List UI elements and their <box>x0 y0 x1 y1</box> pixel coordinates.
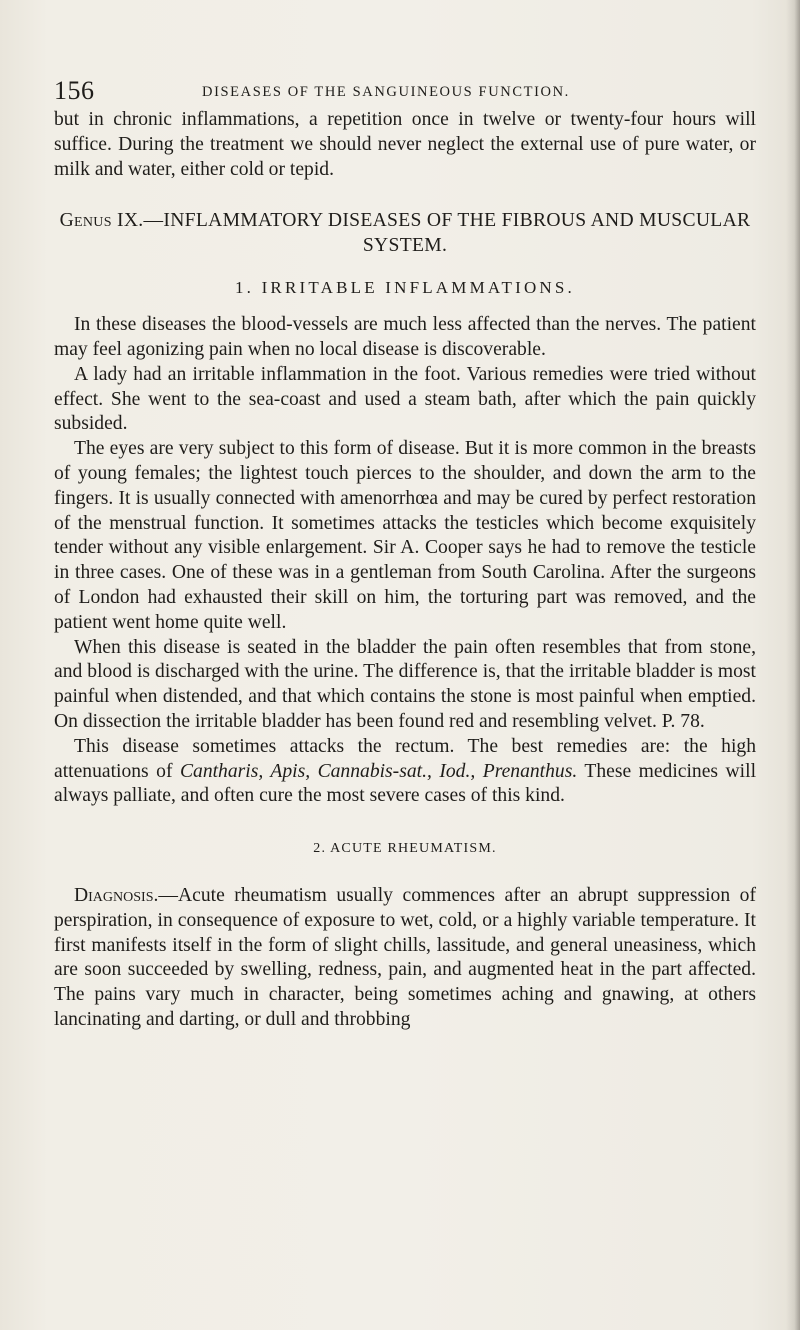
paragraph: When this disease is seated in the bladder the pain often resembles that from stone, and blood is discharged with the urine. The difference is, that the irritable bladder is most painful when distended, and that which contains the stone is most painful when emptied. On dissection the irritable bladder has been found red and resembling velvet. P. 78. <box>54 636 756 732</box>
genus-number: Genus IX. <box>59 210 144 232</box>
remedies-intro: This disease sometimes attacks the rectum. The best remedies are: the high attenuations of <box>54 735 756 782</box>
section-heading-acute-rheumatism: 2. ACUTE RHEUMATISM. <box>313 841 497 857</box>
remedies-outro: These medicines will always palliate, and often cure the most severe cases of this kind. <box>54 760 757 807</box>
genus-title: —INFLAMMATORY DISEASES OF THE FIBROUS AND MUSCULAR SYSTEM. <box>143 210 751 257</box>
page-body <box>54 108 756 1033</box>
genus-heading <box>54 208 756 258</box>
paragraph: In these diseases the blood-vessels are much less affected than the nerves. The patient may feel agonizing pain when no local disease is discoverable. <box>54 314 756 360</box>
remedies-paragraph <box>54 735 756 809</box>
diagnosis-text: —Acute rheumatism usually commences after an abrupt suppression of perspiration, in consequence of exposure to wet, cold, or a highly variable temperature. It first manifests itself in the form of slight chills, lassitude, and general uneasiness, which are soon succeeded by swelling, redness, pain, and augmented heat in the part affected. The pains vary much in character, being sometimes aching and gnawing, at others lancinating and darting, or dull and throbbing <box>54 884 756 1030</box>
diagnosis-label: Diagnosis. <box>74 884 159 906</box>
section-heading-irritable-inflammations: 1. IRRITABLE INFLAMMATIONS. <box>234 278 576 298</box>
page-number: 156 <box>54 76 95 105</box>
intro-paragraph: but in chronic inflammations, a repetition once in twelve or twenty-four hours will suffice. During the treatment we should never neglect the external use of pure water, or milk and water, either cold or tepid. <box>54 109 756 180</box>
page-edge-shadow <box>786 0 800 1330</box>
remedies-list: Cantharis, Apis, Cannabis-sat., Iod., Prenanthus. <box>179 760 578 782</box>
running-title: DISEASES OF THE SANGUINEOUS FUNCTION. <box>202 84 570 100</box>
paragraph: The eyes are very subject to this form of disease. But it is more common in the breasts of young females; the lightest touch pierces to the shoulder, and down the arm to the fingers. It is usually connected with amenorrhœa and may be cured by perfect restoration of the menstrual function. It sometimes attacks the testicles which become exquisitely tender without any visible enlargement. Sir A. Cooper says he had to remove the testicle in three cases. One of these was in a gentleman from South Carolina. After the surgeons of London had exhausted their skill on him, the torturing part was removed, and the patient went home quite well. <box>54 438 756 633</box>
diagnosis-paragraph <box>54 884 756 1033</box>
paragraph: A lady had an irritable inflammation in the foot. Various remedies were tried without effect. She went to the sea-coast and used a steam bath, after which the pain quickly subsided. <box>54 363 756 435</box>
running-head <box>54 76 774 106</box>
